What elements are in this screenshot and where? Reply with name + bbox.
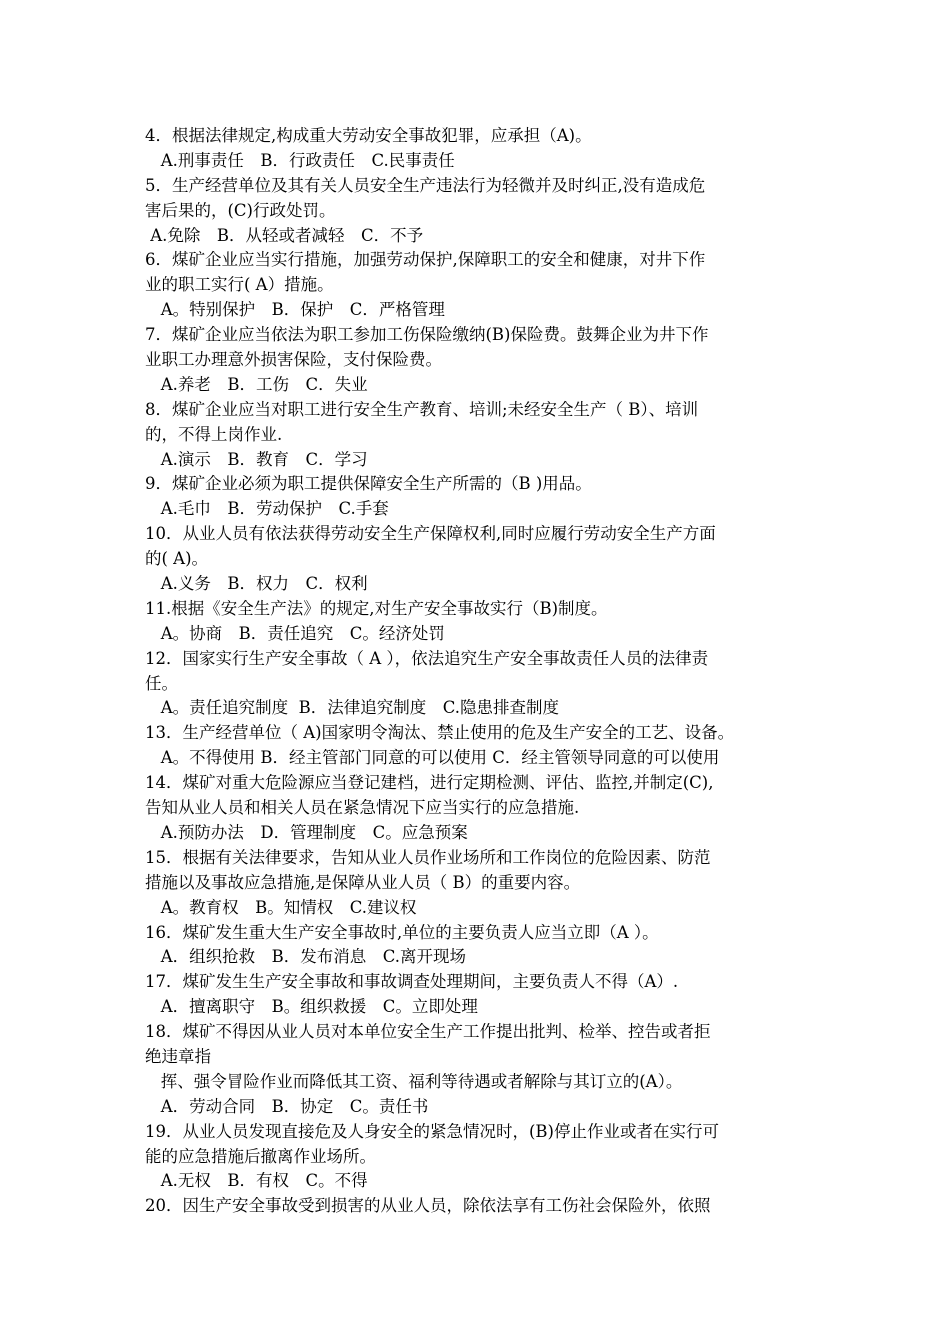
text-line: 8．煤矿企业应当对职工进行安全生产教育、培训;未经安全生产（ B）、培训 [145,399,699,419]
text-line: 绝违章指 [145,1046,211,1066]
text-line: 5．生产经营单位及其有关人员安全生产违法行为轻微并及时纠正,没有造成危 [145,175,706,195]
answer-options-line: A。不得使用 B．经主管部门同意的可以使用 C．经主管领导同意的可以使用 [145,748,720,768]
answer-options-line: A.刑事责任 B．行政责任 C.民事责任 [145,150,455,170]
text-line: 10．从业人员有依法获得劳动安全生产保障权利,同时应履行劳动安全生产方面 [145,524,716,544]
text-line: 业职工办理意外损害保险，支付保险费。 [145,350,442,370]
answer-options-line: A．擅离职守 B。组织救援 C。立即处理 [145,997,478,1017]
text-line: 害后果的，(C)行政处罚。 [145,200,336,220]
text-line: 18．煤矿不得因从业人员对本单位安全生产工作提出批判、检举、控告或者拒 [145,1022,711,1042]
text-line: 16．煤矿发生重大生产安全事故时,单位的主要负责人应当立即（A ）。 [145,922,659,942]
answer-options-line: A.预防办法 D．管理制度 C。应急预案 [145,822,468,842]
text-line: 的( A)。 [145,549,209,569]
text-line: 6．煤矿企业应当实行措施，加强劳动保护,保障职工的安全和健康，对井下作 [145,250,706,270]
text-line: 告知从业人员和相关人员在紧急情况下应当实行的应急措施. [145,798,580,818]
text-line: 挥、强令冒险作业而降低其工资、福利等待遇或者解除与其订立的(A）。 [145,1071,683,1091]
text-line: 业的职工实行( A）措施。 [145,275,334,295]
text-line: 9．煤矿企业必须为职工提供保障安全生产所需的（B )用品。 [145,474,592,494]
text-line: 13．生产经营单位（ A)国家明令淘汰、禁止使用的危及生产安全的工艺、设备。 [145,723,735,743]
text-line: 17．煤矿发生生产安全事故和事故调查处理期间，主要负责人不得（A）. [145,972,679,992]
document-body [145,124,815,1219]
text-line: 19．从业人员发现直接危及人身安全的紧急情况时，(B)停止作业或者在实行可 [145,1121,719,1141]
answer-options-line: A。责任追究制度 B．法律追究制度 C.隐患排查制度 [145,698,560,718]
answer-options-line: A．劳动合同 B．协定 C。责任书 [145,1096,429,1116]
answer-options-line: A。协商 B．责任追究 C。经济处罚 [145,623,445,643]
text-line: 12．国家实行生产安全事故（ A ），依法追究生产安全事故责任人员的法律责 [145,648,709,668]
text-line: 能的应急措施后撤离作业场所。 [145,1146,376,1166]
answer-options-line: A。特别保护 B．保护 C．严格管理 [145,300,445,320]
answer-options-line: A。教育权 B。知情权 C.建议权 [145,897,417,917]
text-line: 11.根据《安全生产法》的规定,对生产安全事故实行（B)制度。 [145,598,608,618]
answer-options-line: A.演示 B．教育 C．学习 [145,449,368,469]
text-line: 任。 [145,673,178,693]
answer-options-line: A.毛巾 B．劳动保护 C.手套 [145,499,389,519]
answer-options-line: A．组织抢救 B．发布消息 C.离开现场 [145,947,467,967]
text-line: 20．因生产安全事故受到损害的从业人员，除依法享有工伤社会保险外，依照 [145,1196,711,1216]
text-line: 14．煤矿对重大危险源应当登记建档，进行定期检测、评估、监控,并制定(C), [145,773,714,793]
answer-options-line: A.义务 B．权力 C．权利 [145,574,368,594]
text-line: 7．煤矿企业应当依法为职工参加工伤保险缴纳(B)保险费。鼓舞企业为井下作 [145,325,709,345]
answer-options-line: A.无权 B．有权 C。不得 [145,1171,368,1191]
answer-options-line: A.养老 B．工伤 C．失业 [145,374,368,394]
text-line: 措施以及事故应急措施,是保障从业人员（ B）的重要内容。 [145,872,581,892]
text-line: 的，不得上岗作业. [145,424,283,444]
answer-options-line: A.免除 B．从轻或者减轻 C．不予 [145,225,424,245]
text-line: 4．根据法律规定,构成重大劳动安全事故犯罪，应承担（A)。 [145,126,592,145]
text-line: 15．根据有关法律要求，告知从业人员作业场所和工作岗位的危险因素、防范 [145,847,711,867]
